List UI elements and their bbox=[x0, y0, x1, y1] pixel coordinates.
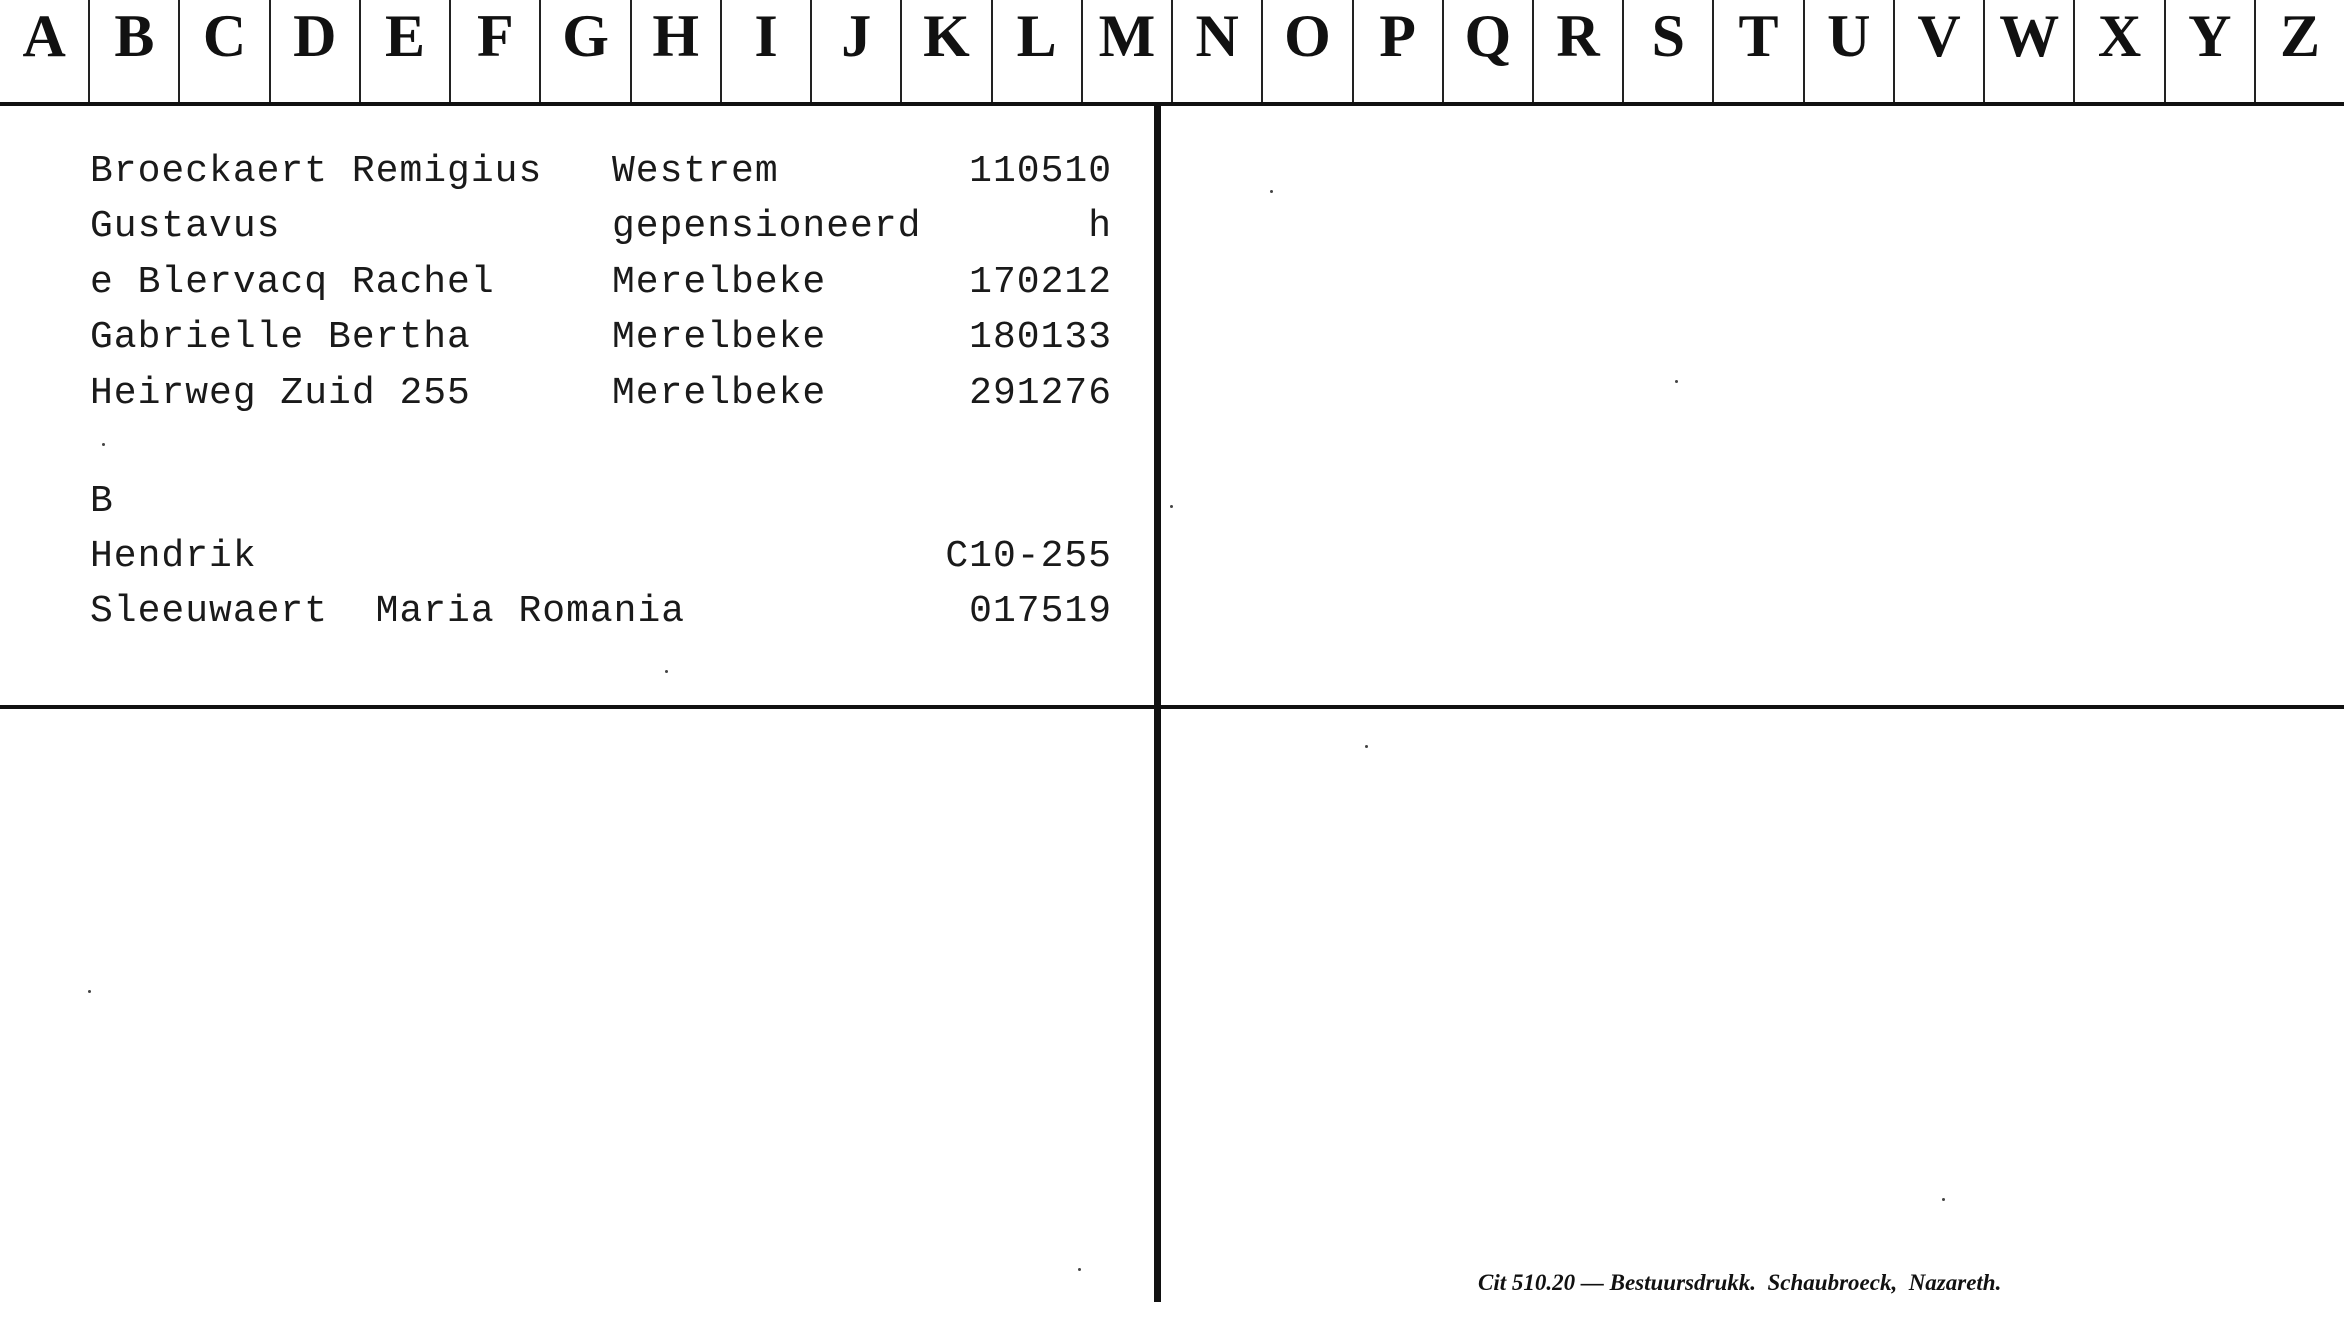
vertical-divider bbox=[1154, 106, 1161, 1302]
index-letter-label: C bbox=[202, 3, 247, 69]
index-letter-label: M bbox=[1098, 3, 1156, 69]
index-letter-b bbox=[90, 0, 180, 102]
index-letter-label: Y bbox=[2188, 3, 2232, 69]
entry-place-2: gepensioneerd bbox=[612, 205, 922, 248]
scan-speck bbox=[1942, 1198, 1945, 1201]
entry-name-2: Gustavus bbox=[90, 205, 281, 248]
entry-date-2: h bbox=[1088, 205, 1112, 248]
entry-date-4: 180133 bbox=[969, 316, 1112, 359]
entry-name-4: Gabrielle Bertha bbox=[90, 316, 471, 359]
entry-place-3: Merelbeke bbox=[612, 261, 827, 304]
alphabet-index-strip bbox=[0, 0, 2344, 106]
scan-speck bbox=[88, 990, 91, 993]
child-code: C10-255 bbox=[945, 535, 1112, 578]
index-letter-label: H bbox=[652, 3, 700, 69]
index-letter-label: Q bbox=[1464, 3, 1512, 69]
index-letter-n bbox=[1173, 0, 1263, 102]
index-letter-m bbox=[1083, 0, 1173, 102]
index-letter-o bbox=[1263, 0, 1353, 102]
index-letter-c bbox=[180, 0, 270, 102]
index-letter-label: E bbox=[385, 3, 426, 69]
index-letter-label: A bbox=[22, 3, 66, 69]
index-letter-a bbox=[0, 0, 90, 102]
index-letter-label: G bbox=[562, 3, 609, 69]
index-letter-label: U bbox=[1827, 3, 1871, 69]
scan-speck bbox=[1365, 745, 1368, 748]
scan-speck bbox=[1270, 190, 1273, 193]
index-letter-label: J bbox=[841, 3, 872, 69]
horizontal-divider bbox=[0, 705, 2344, 709]
index-letter-d bbox=[271, 0, 361, 102]
scan-speck bbox=[1170, 505, 1173, 508]
index-letter-label: I bbox=[754, 3, 778, 69]
index-letter-t bbox=[1714, 0, 1804, 102]
index-letter-label: W bbox=[1999, 3, 2060, 69]
index-letter-label: K bbox=[923, 3, 970, 69]
index-letter-l bbox=[993, 0, 1083, 102]
entry-name-3: e Blervacq Rachel bbox=[90, 261, 495, 304]
entry-date-3: 170212 bbox=[969, 261, 1112, 304]
printer-footer: Cit 510.20 — Bestuursdrukk. Schaubroeck, Nazareth. bbox=[1478, 1270, 2002, 1295]
index-letter-s bbox=[1624, 0, 1714, 102]
entry-name-1: Broeckaert Remigius bbox=[90, 150, 543, 193]
spouse-name: Sleeuwaert Maria Romania bbox=[90, 590, 686, 633]
index-letter-y bbox=[2166, 0, 2256, 102]
index-letter-label: L bbox=[1016, 3, 1057, 69]
spouse-code: 017519 bbox=[969, 590, 1112, 633]
entry-place-1: Westrem bbox=[612, 150, 779, 193]
entry-date-1: 110510 bbox=[969, 150, 1112, 193]
index-letter-f bbox=[451, 0, 541, 102]
index-letter-z bbox=[2256, 0, 2344, 102]
scan-speck bbox=[1078, 1268, 1081, 1271]
index-letter-e bbox=[361, 0, 451, 102]
scan-speck bbox=[665, 670, 668, 673]
index-letter-u bbox=[1805, 0, 1895, 102]
index-letter-r bbox=[1534, 0, 1624, 102]
index-letter-label: R bbox=[1556, 3, 1600, 69]
index-letter-p bbox=[1354, 0, 1444, 102]
index-letter-q bbox=[1444, 0, 1534, 102]
index-letter-label: D bbox=[293, 3, 337, 69]
entry-date-5: 291276 bbox=[969, 372, 1112, 415]
index-letter-label: O bbox=[1284, 3, 1331, 69]
index-letter-x bbox=[2075, 0, 2165, 102]
index-letter-label: Z bbox=[2279, 3, 2320, 69]
index-letter-g bbox=[541, 0, 631, 102]
index-letter-w bbox=[1985, 0, 2075, 102]
entry-name-5: Heirweg Zuid 255 bbox=[90, 372, 471, 415]
scan-speck bbox=[1675, 380, 1678, 383]
index-letter-label: B bbox=[114, 3, 155, 69]
index-letter-j bbox=[812, 0, 902, 102]
index-letter-label: S bbox=[1651, 3, 1686, 69]
index-letter-v bbox=[1895, 0, 1985, 102]
index-letter-k bbox=[902, 0, 992, 102]
index-letter-label: N bbox=[1195, 3, 1239, 69]
index-letter-i bbox=[722, 0, 812, 102]
child-name: Hendrik bbox=[90, 535, 257, 578]
index-letter-label: X bbox=[2097, 3, 2142, 69]
entry-place-5: Merelbeke bbox=[612, 372, 827, 415]
scan-speck bbox=[102, 443, 105, 446]
index-letter-label: V bbox=[1917, 3, 1961, 69]
index-letter-label: T bbox=[1738, 3, 1779, 69]
index-letter-h bbox=[632, 0, 722, 102]
index-letter-label: F bbox=[476, 3, 514, 69]
entry-place-4: Merelbeke bbox=[612, 316, 827, 359]
section-letter: B bbox=[90, 480, 114, 523]
index-letter-label: P bbox=[1379, 3, 1416, 69]
